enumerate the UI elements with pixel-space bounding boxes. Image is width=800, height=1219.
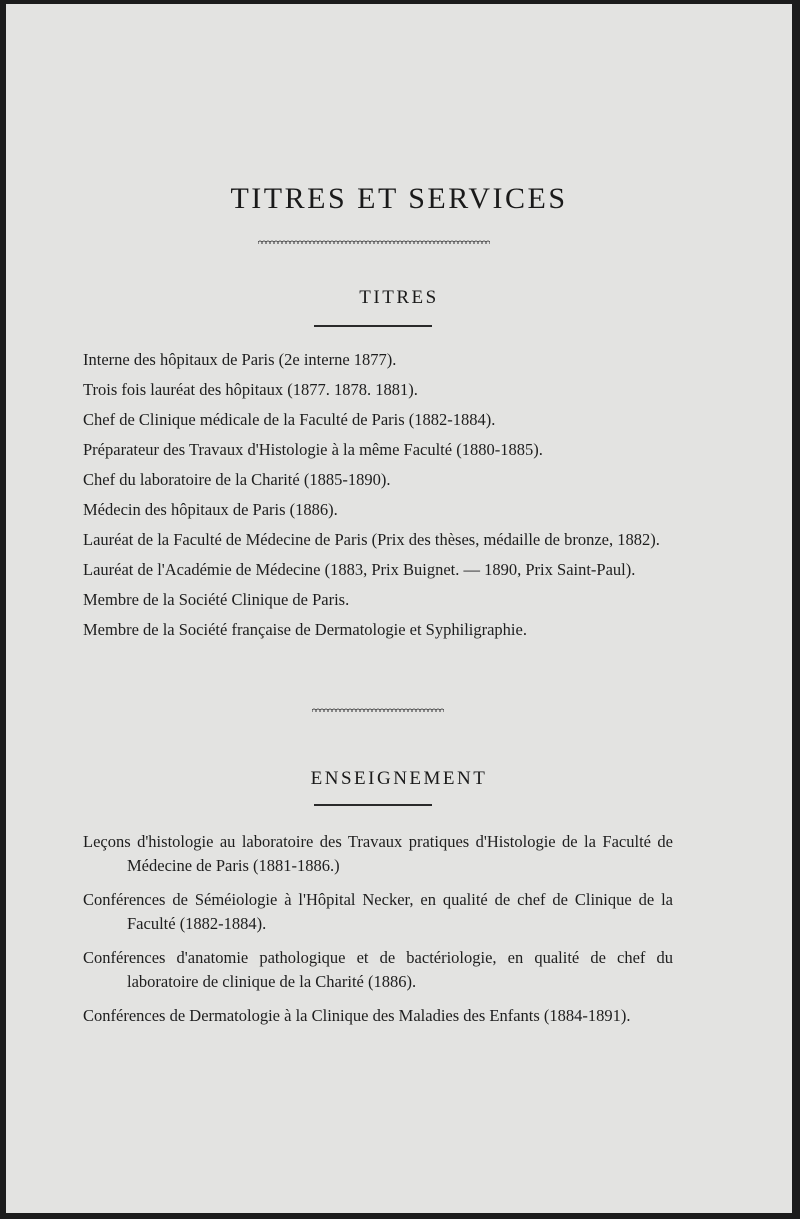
- list-item: Préparateur des Travaux d'Histologie à la même Faculté (1880-1885).: [83, 440, 543, 459]
- list-item: Lauréat de l'Académie de Médecine (1883, Prix Buignet. — 1890, Prix Saint-Paul).: [83, 560, 636, 579]
- list-item: Trois fois lauréat des hôpitaux (1877. 1878. 1881).: [83, 380, 418, 399]
- list-item: Interne des hôpitaux de Paris (2e interne 1877).: [83, 350, 397, 369]
- titres-list: [83, 348, 673, 648]
- list-item: Conférences d'anatomie pathologique et de bactériologie, en qualité de chef du laboratoire de clinique de la Charité (1886).: [83, 948, 673, 991]
- list-item: Leçons d'histologie au laboratoire des Travaux pratiques d'Histologie de la Faculté de Médecine de Paris (1881-1886.): [83, 832, 673, 875]
- section-rule-enseignement: [314, 804, 432, 806]
- section-heading-enseignement: ENSEIGNEMENT: [310, 768, 488, 789]
- list-item: Membre de la Société française de Dermatologie et Syphiligraphie.: [83, 620, 527, 639]
- section-rule-titres: [314, 325, 432, 327]
- title-ornament-divider: [258, 238, 490, 244]
- list-item: Médecin des hôpitaux de Paris (1886).: [83, 500, 338, 519]
- enseignement-list: [83, 830, 673, 1038]
- document-page: [6, 4, 792, 1213]
- list-item: Conférences de Dermatologie à la Clinique des Maladies des Enfants (1884-1891).: [83, 1006, 631, 1025]
- list-item: Membre de la Société Clinique de Paris.: [83, 590, 350, 609]
- page-title: TITRES ET SERVICES: [230, 182, 568, 215]
- section-heading-titres: TITRES: [359, 287, 439, 308]
- section-ornament-divider: [312, 706, 444, 712]
- list-item: Conférences de Séméiologie à l'Hôpital Necker, en qualité de chef de Clinique de la Faculté (1882-1884).: [83, 890, 673, 933]
- list-item: Chef de Clinique médicale de la Faculté de Paris (1882-1884).: [83, 410, 496, 429]
- list-item: Lauréat de la Faculté de Médecine de Paris (Prix des thèses, médaille de bronze, 1882).: [83, 530, 660, 549]
- list-item: Chef du laboratoire de la Charité (1885-1890).: [83, 470, 391, 489]
